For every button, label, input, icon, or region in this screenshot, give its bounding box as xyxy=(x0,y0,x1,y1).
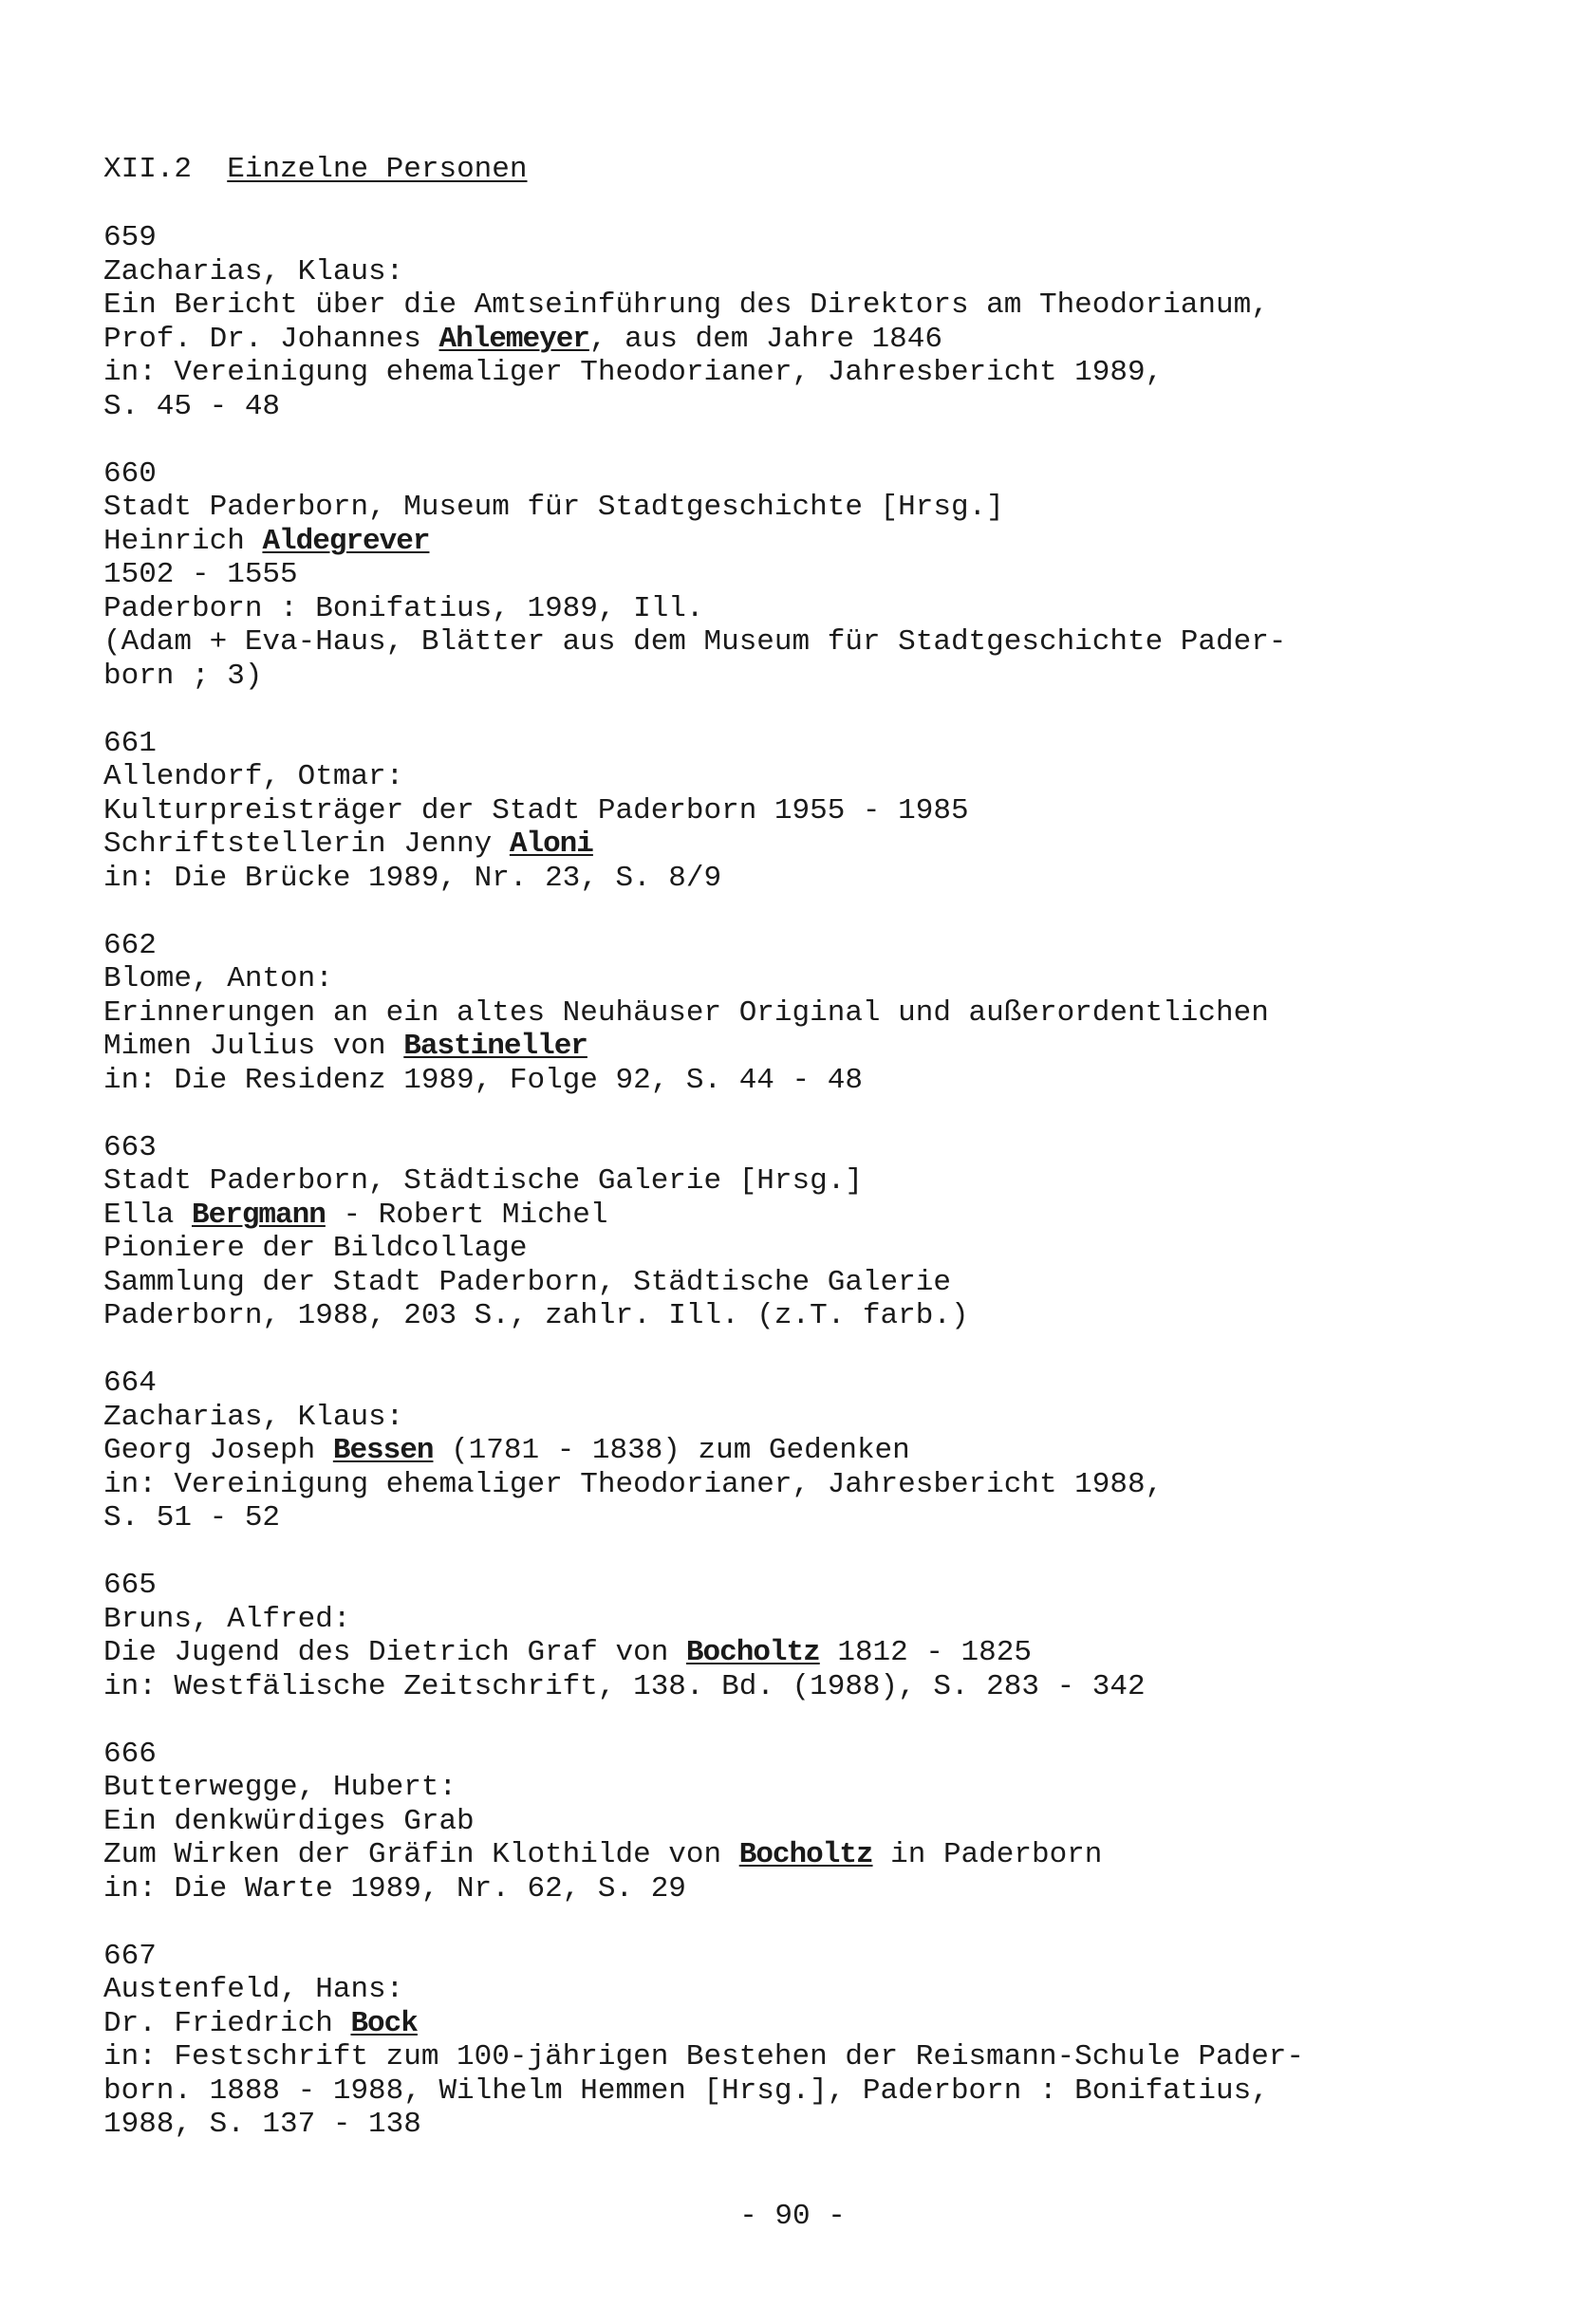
entry-line xyxy=(103,1064,1508,1098)
entry-line xyxy=(103,625,1508,660)
entry-line xyxy=(103,288,1508,323)
entry-number: 661 xyxy=(103,726,157,760)
entry-text: born ; 3) xyxy=(103,659,263,693)
entry-text: in: Festschrift zum 100-jährigen Bestehen der Reismann-Schule Pader- xyxy=(103,2040,1305,2073)
entry-text: in: Die Brücke 1989, Nr. 23, S. 8/9 xyxy=(103,861,722,895)
entry-number: 659 xyxy=(103,221,157,254)
entry-line xyxy=(103,1401,1508,1435)
entry-line xyxy=(103,862,1508,896)
entry-text: (Adam + Eva-Haus, Blätter aus dem Museum für Stadtgeschichte Pader- xyxy=(103,625,1287,659)
entry-line xyxy=(103,1030,1508,1064)
entry-text: 1502 - 1555 xyxy=(103,558,298,591)
bibliography-entry xyxy=(103,1738,1508,1906)
entry-line xyxy=(103,1468,1508,1502)
page-number: - 90 - xyxy=(739,2200,846,2233)
entry-text: Dr. Friedrich xyxy=(103,2006,351,2040)
entry-number: 662 xyxy=(103,928,157,962)
entry-text: Kulturpreisträger der Stadt Paderborn 1955 - 1985 xyxy=(103,793,969,827)
entry-line xyxy=(103,1805,1508,1839)
entry-text: 1812 - 1825 xyxy=(819,1636,1032,1669)
entry-text: Ein Bericht über die Amtseinführung des Direktors am Theodorianum, xyxy=(103,288,1269,322)
person-name: Bocholtz xyxy=(738,1838,873,1871)
person-name: Aloni xyxy=(509,827,593,861)
entry-line xyxy=(103,760,1508,794)
entry-text: in: Vereinigung ehemaliger Theodorianer, Jahresbericht 1989, xyxy=(103,356,1164,389)
entry-text: Allendorf, Otmar: xyxy=(103,760,404,793)
entry-line xyxy=(103,962,1508,996)
entry-text: Schriftstellerin Jenny xyxy=(103,827,510,861)
entry-text: born. 1888 - 1988, Wilhelm Hemmen [Hrsg.], Paderborn : Bonifatius, xyxy=(103,2073,1269,2108)
entry-line xyxy=(103,1434,1508,1468)
entry-line xyxy=(103,1838,1508,1872)
entry-line xyxy=(103,592,1508,626)
bibliography-entry xyxy=(103,221,1508,423)
person-name: Bastineller xyxy=(403,1030,587,1063)
entry-line xyxy=(103,2108,1508,2142)
entry-text: Paderborn : Bonifatius, 1989, Ill. xyxy=(103,591,704,625)
entry-number: 666 xyxy=(103,1737,157,1771)
bibliography-entry xyxy=(103,1940,1508,2142)
section-number: XII.2 xyxy=(103,153,193,186)
entry-line xyxy=(103,1164,1508,1199)
entry-line xyxy=(103,660,1508,694)
entry-line xyxy=(103,1973,1508,2007)
entry-line xyxy=(103,525,1508,559)
entry-number: 667 xyxy=(103,1939,157,1973)
entry-line xyxy=(103,794,1508,828)
entry-text: - Robert Michel xyxy=(325,1198,608,1232)
person-name: Ahlemeyer xyxy=(438,322,589,356)
entry-text: Heinrich xyxy=(103,524,263,558)
entry-text: in: Die Residenz 1989, Folge 92, S. 44 - 48 xyxy=(103,1063,863,1097)
bibliography-entry xyxy=(103,457,1508,694)
entry-text: Mimen Julius von xyxy=(103,1030,404,1063)
section-heading xyxy=(103,153,528,187)
entry-text: in: Westfälische Zeitschrift, 138. Bd. (1988), S. 283 - 342 xyxy=(103,1669,1146,1703)
entry-text: 1988, S. 137 - 138 xyxy=(103,2108,421,2141)
entry-line xyxy=(103,390,1508,424)
entry-line xyxy=(103,2007,1508,2041)
bibliography-entry xyxy=(103,1131,1508,1333)
entry-line xyxy=(103,1603,1508,1637)
entry-line xyxy=(103,255,1508,289)
bibliography-list xyxy=(103,221,1508,2175)
entry-text: Ein denkwürdiges Grab xyxy=(103,1804,475,1838)
entry-line xyxy=(103,1872,1508,1906)
entry-line xyxy=(103,1636,1508,1670)
entry-text: (1781 - 1838) zum Gedenken xyxy=(433,1434,910,1467)
entry-text: Pioniere der Bildcollage xyxy=(103,1232,528,1265)
entry-line xyxy=(103,827,1508,862)
person-name: Bocholtz xyxy=(685,1636,820,1669)
person-name: Bessen xyxy=(332,1434,434,1467)
entry-line xyxy=(103,356,1508,390)
bibliography-entry xyxy=(103,727,1508,896)
bibliography-entry xyxy=(103,1367,1508,1535)
entry-text: Butterwegge, Hubert: xyxy=(103,1771,457,1804)
entry-line xyxy=(103,558,1508,592)
entry-text: Sammlung der Stadt Paderborn, Städtische Galerie xyxy=(103,1265,951,1299)
bibliography-entry xyxy=(103,1569,1508,1703)
entry-line xyxy=(103,1232,1508,1266)
entry-text: S. 51 - 52 xyxy=(103,1501,281,1534)
entry-line xyxy=(103,1266,1508,1300)
entry-line xyxy=(103,1771,1508,1805)
entry-number: 660 xyxy=(103,456,157,491)
entry-line xyxy=(103,2074,1508,2109)
entry-text: Stadt Paderborn, Städtische Galerie [Hrsg.] xyxy=(103,1164,863,1198)
entry-number: 664 xyxy=(103,1367,157,1400)
entry-text: , aus dem Jahre 1846 xyxy=(588,322,942,356)
entry-text: Blome, Anton: xyxy=(103,962,333,995)
entry-text: in: Die Warte 1989, Nr. 62, S. 29 xyxy=(103,1871,686,1906)
entry-text: Stadt Paderborn, Museum für Stadtgeschichte [Hrsg.] xyxy=(103,491,1004,524)
entry-text: Georg Joseph xyxy=(103,1434,333,1467)
entry-text: Prof. Dr. Johannes xyxy=(103,322,439,356)
entry-line xyxy=(103,1501,1508,1535)
entry-text: Zacharias, Klaus: xyxy=(103,254,404,288)
person-name: Bock xyxy=(350,2006,418,2040)
entry-text: S. 45 - 48 xyxy=(103,389,281,423)
entry-line xyxy=(103,491,1508,525)
entry-line xyxy=(103,996,1508,1031)
person-name: Bergmann xyxy=(192,1198,326,1232)
bibliography-entry xyxy=(103,929,1508,1098)
entry-text: in: Vereinigung ehemaliger Theodorianer, Jahresbericht 1988, xyxy=(103,1467,1164,1501)
entry-number: 663 xyxy=(103,1130,157,1164)
entry-text: Zum Wirken der Gräfin Klothilde von xyxy=(103,1838,739,1871)
entry-line xyxy=(103,1199,1508,1233)
entry-text: Zacharias, Klaus: xyxy=(103,1400,404,1434)
entry-line xyxy=(103,2040,1508,2074)
entry-text: Erinnerungen an ein altes Neuhäuser Original und außerordentlichen xyxy=(103,995,1269,1030)
entry-text: Paderborn, 1988, 203 S., zahlr. Ill. (z.T. farb.) xyxy=(103,1299,969,1332)
entry-line xyxy=(103,323,1508,357)
section-title: Einzelne Personen xyxy=(227,153,528,186)
entry-text: in Paderborn xyxy=(872,1838,1103,1871)
entry-text: Bruns, Alfred: xyxy=(103,1602,351,1636)
entry-text: Austenfeld, Hans: xyxy=(103,1973,404,2006)
entry-number: 665 xyxy=(103,1569,157,1602)
entry-text: Ella xyxy=(103,1198,193,1232)
person-name: Aldegrever xyxy=(262,524,430,558)
entry-text: Die Jugend des Dietrich Graf von xyxy=(103,1636,686,1669)
entry-line xyxy=(103,1670,1508,1704)
entry-line xyxy=(103,1299,1508,1333)
